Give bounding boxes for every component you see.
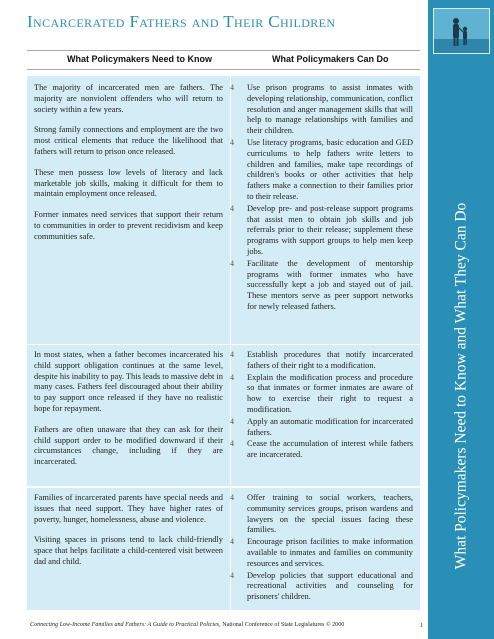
- bullet-marker: 4: [230, 493, 234, 502]
- bullet-marker: 4: [230, 537, 234, 547]
- footer-publication: Connecting Low-Income Families and Fathers: A Guide to Practical Policies: [30, 622, 220, 628]
- fact-paragraph: The majority of incarcerated men are fathers. The majority are nonviolent offenders who will return to society within a few years.: [34, 83, 223, 114]
- bullet-marker: 4: [230, 570, 234, 580]
- policy-item: [230, 137, 413, 203]
- page-footer: [30, 622, 344, 628]
- section-1-need-to-know: [34, 83, 223, 253]
- bullet-marker: 4: [230, 83, 234, 92]
- footer-publisher: , National Conference of State Legislatures © 2000: [219, 622, 345, 628]
- fact-paragraph: Fathers are often unaware that they can ask for their child support order to be modified downward if their circumstances change, including if they are incarcerated.: [34, 424, 223, 467]
- policy-text: Establish procedures that notify incarcerated fathers of their right to a modification.: [247, 350, 413, 370]
- policy-text: Explain the modification process and procedure so that inmates or former inmates are aware of how to exercise their right to request a modification.: [247, 372, 413, 414]
- section-3-can-do: [230, 493, 413, 604]
- policy-text: Develop policies that support educational and recreational activities and counseling for prisoners' children.: [247, 570, 413, 602]
- policy-item: [230, 493, 413, 536]
- policy-text: Develop pre- and post-release support programs that assist men to obtain job skills and job referrals prior to their release; supplement these programs with support groups to help men keep jobs.: [247, 203, 413, 256]
- policy-text: Facilitate the development of mentorship programs with former inmates who have successfully kept a job and stayed out of jail. These mentors serve as peer support networks for newly released fathers.: [247, 258, 413, 311]
- policy-item: [230, 439, 413, 461]
- column-divider: [230, 76, 231, 610]
- bullet-marker: 4: [230, 372, 234, 382]
- page-title: Incarcerated Fathers and Their Children: [27, 12, 336, 31]
- section-2-can-do: [230, 350, 413, 462]
- fact-paragraph: These men possess low levels of literacy and lack marketable job skills, making it difficult for them to maintain employment once released.: [34, 167, 223, 199]
- bullet-marker: 4: [230, 203, 234, 213]
- bullet-marker: 4: [230, 439, 234, 449]
- bullet-marker: 4: [230, 258, 234, 268]
- fact-paragraph: Families of incarcerated parents have special needs and issues that need support. They have higher rates of poverty, hunger, homelessness, abuse and violence.: [34, 493, 223, 524]
- bullet-marker: 4: [230, 350, 234, 359]
- header-can-do: What Policymakers Can Do: [272, 54, 389, 64]
- fact-paragraph: Visiting spaces in prisons tend to lack child-friendly space that helps facilitate a child-centered visit between dad and child.: [34, 535, 223, 566]
- policy-text: Use literacy programs, basic education and GED curriculums to help fathers write letters to children and families, make tape recordings of children's books or other activities that help fathers make a connection to their families prior to their release.: [247, 137, 413, 201]
- policy-item: [230, 570, 413, 603]
- policy-item: [230, 416, 413, 439]
- fact-paragraph: In most states, when a father becomes incarcerated his child support obligation continues at the same level, despite his inability to pay. This leads to massive debt in many cases. Fathers feel discouraged about their ability to pay support once released if they have no realistic hope for repayment.: [34, 350, 223, 413]
- section-3-need-to-know: [34, 493, 223, 578]
- header-need-to-know: What Policymakers Need to Know: [67, 54, 213, 64]
- page-number: 1: [420, 622, 424, 629]
- father-child-photo: [433, 8, 490, 54]
- policy-text: Encourage prison facilities to make information available to inmates and families on community resources and services.: [247, 537, 413, 568]
- policy-text: Cease the accumulation of interest while fathers are incarcerated.: [247, 439, 413, 460]
- policy-item: [230, 203, 413, 258]
- fact-paragraph: Former inmates need services that support their return to communities in order to prevent recidivism and keep communities safe.: [34, 210, 223, 241]
- policy-text: Use prison programs to assist inmates with developing relationship, communication, conflict resolution and anger management skills that will help to manage relationships with families and their children.: [247, 83, 413, 136]
- photo-illustration: [434, 9, 489, 53]
- policy-item: [230, 537, 413, 569]
- fact-paragraph: Strong family connections and employment are the two most critical elements that reduce the likelihood that fathers will return to prison once released.: [34, 125, 223, 156]
- policy-item: [230, 350, 413, 372]
- bullet-marker: 4: [230, 137, 234, 147]
- section-2-need-to-know: [34, 350, 223, 478]
- policy-text: Apply an automatic modification for incarcerated fathers.: [247, 416, 413, 437]
- policy-item: [230, 372, 413, 416]
- policy-item: [230, 258, 413, 313]
- sidebar-band: [428, 0, 494, 639]
- policy-item: [230, 83, 413, 137]
- table-header: [27, 50, 420, 70]
- bullet-marker: 4: [230, 416, 234, 426]
- policy-text: Offer training to social workers, teachers, community services groups, prison wardens and lawyers on the special issues facing these families.: [247, 493, 413, 535]
- section-1-can-do: [230, 83, 413, 314]
- sidebar-vertical-title: What Policymakers Need to Know and What They Can Do: [452, 202, 470, 570]
